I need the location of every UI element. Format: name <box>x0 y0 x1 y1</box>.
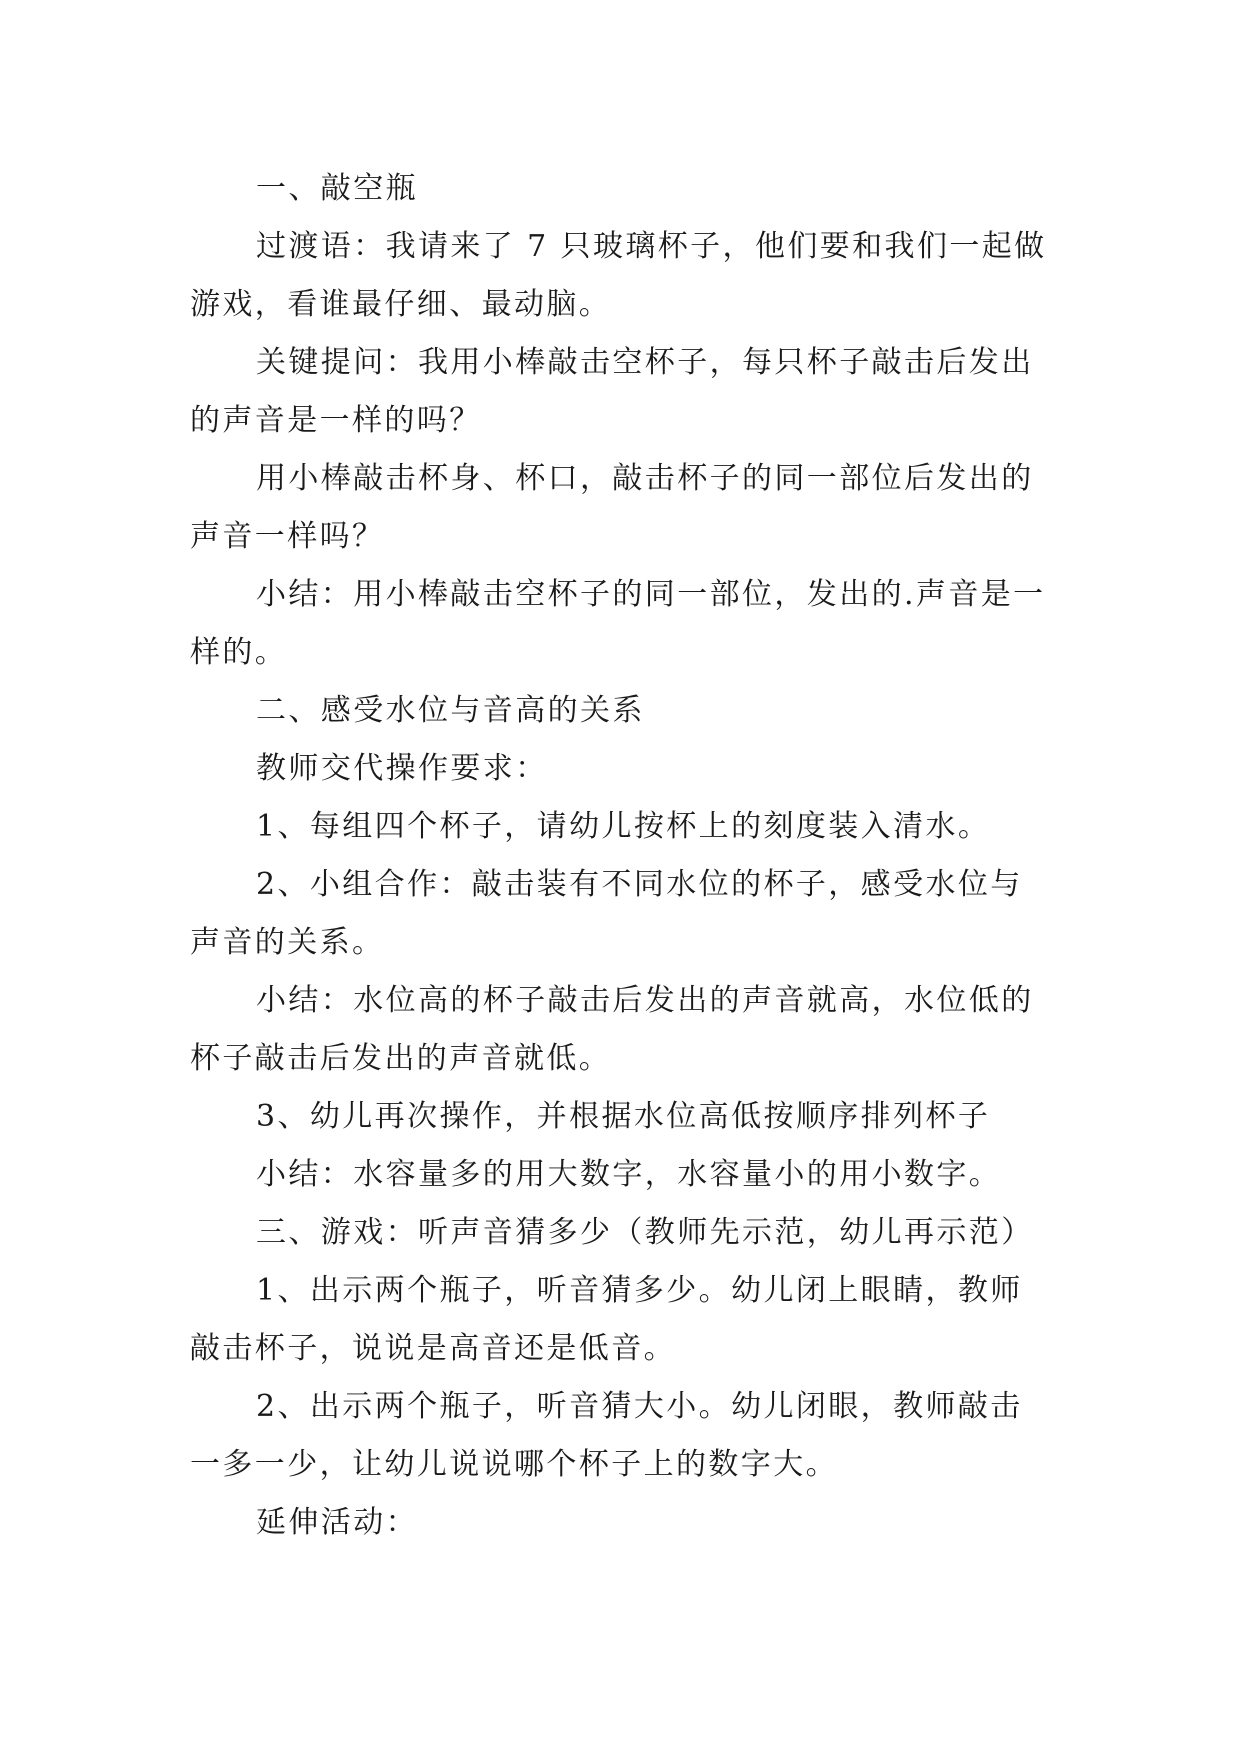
list-item-1: 1、每组四个杯子，请幼儿按杯上的刻度装入清水。 <box>256 809 991 844</box>
extension-activity-heading: 延伸活动： <box>256 1505 418 1540</box>
game-step-1: 1、出示两个瓶子，听音猜多少。幼儿闭上眼睛，教师敲击杯子，说说是高音还是低音。 <box>190 1273 1023 1366</box>
section-heading-3: 三、游戏：听声音猜多少（教师先示范，幼儿再示范） <box>256 1215 1034 1250</box>
list-item-3: 3、幼儿再次操作，并根据水位高低按顺序排列杯子 <box>256 1099 991 1134</box>
paragraph-instructions: 教师交代操作要求： <box>256 751 548 786</box>
paragraph-summary-3: 小结：水容量多的用大数字，水容量小的用小数字。 <box>256 1157 1002 1192</box>
paragraph-key-question: 关键提问：我用小棒敲击空杯子，每只杯子敲击后发出的声音是一样的吗？ <box>190 345 1034 438</box>
section-heading-1: 一、敲空瓶 <box>256 171 418 206</box>
game-step-2: 2、出示两个瓶子，听音猜大小。幼儿闭眼，教师敲击一多一少，让幼儿说说哪个杯子上的数字大。 <box>190 1389 1023 1482</box>
paragraph-summary-2: 小结：水位高的杯子敲击后发出的声音就高，水位低的杯子敲击后发出的声音就低。 <box>190 983 1034 1076</box>
paragraph-transition: 过渡语：我请来了 7 只玻璃杯子，他们要和我们一起做游戏，看谁最仔细、最动脑。 <box>190 229 1047 322</box>
paragraph-tap-question: 用小棒敲击杯身、杯口，敲击杯子的同一部位后发出的声音一样吗？ <box>190 461 1034 554</box>
paragraph-summary-1: 小结：用小棒敲击空杯子的同一部位，发出的.声音是一样的。 <box>190 577 1046 670</box>
list-item-2: 2、小组合作：敲击装有不同水位的杯子，感受水位与声音的关系。 <box>190 867 1023 960</box>
section-heading-2: 二、感受水位与音高的关系 <box>256 693 645 728</box>
document-body <box>190 160 1050 1552</box>
